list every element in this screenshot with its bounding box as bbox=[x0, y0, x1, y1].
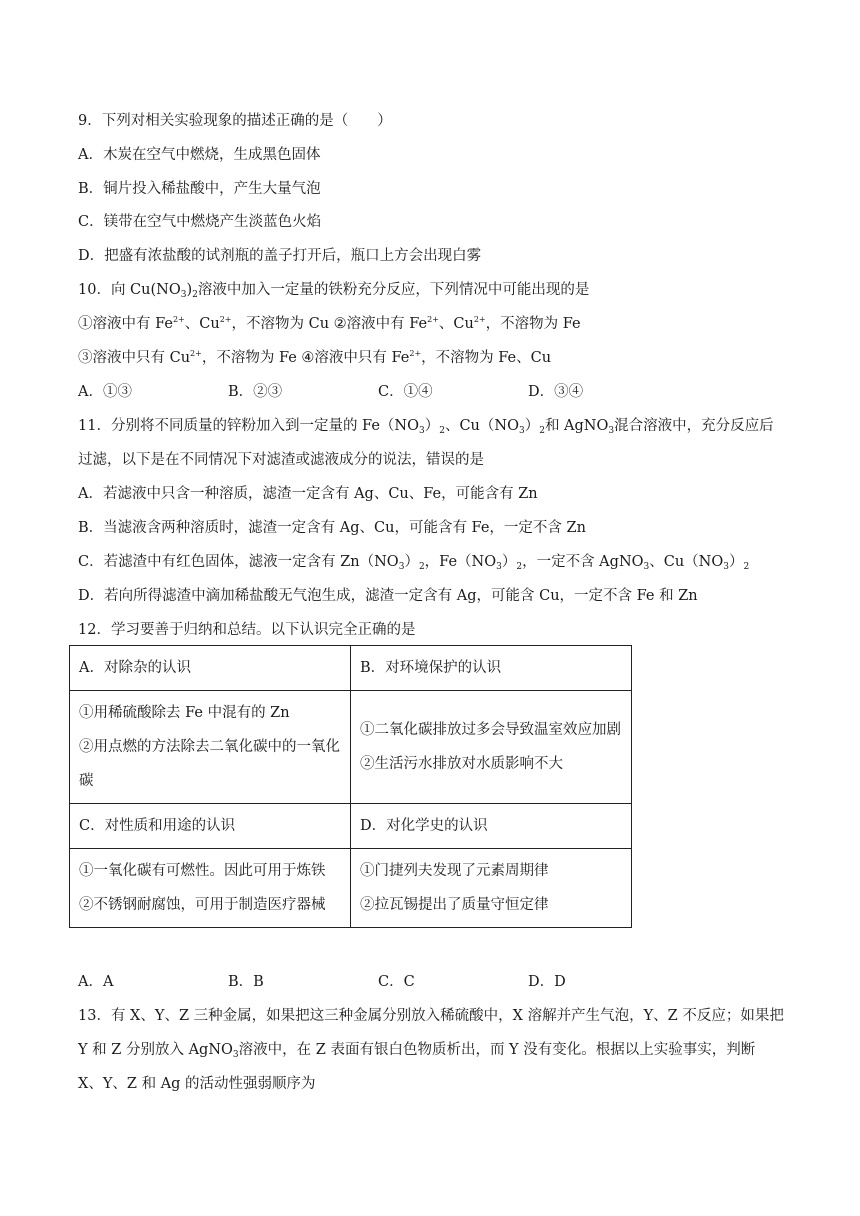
cell-c-line-2: ②不锈钢耐腐蚀，可用于制造医疗器械 bbox=[79, 897, 326, 913]
q12-stem: 12．学习要善于归纳和总结。以下认识完全正确的是 bbox=[78, 622, 416, 638]
q10-option-c: C．①④ bbox=[378, 384, 433, 400]
q10-statements-3-4: ③溶液中只有 $Cu^{2+}$，不溶物为 Fe ④溶液中只有 $Fe^{2+}$，不溶物为 Fe、Cu bbox=[78, 349, 552, 366]
cell-c-line-1: ①一氧化碳有可燃性。因此可用于炼铁 bbox=[79, 863, 326, 879]
cell-d-line-1: ①门捷列夫发现了元素周期律 bbox=[360, 863, 549, 879]
q12-table bbox=[69, 645, 632, 928]
cell-d-head: D．对化学史的认识 bbox=[351, 804, 632, 849]
q9-option-b: B．铜片投入稀盐酸中，产生大量气泡 bbox=[78, 181, 321, 197]
q10-option-a: A．①③ bbox=[78, 384, 132, 400]
cell-b-line-1: ①二氧化碳排放过多会导致温室效应加剧 bbox=[360, 722, 621, 738]
cell-b-line-2: ②生活污水排放对水质影响不大 bbox=[360, 756, 563, 772]
q12-option-a: A．A bbox=[78, 974, 114, 990]
cell-a-line-2: ②用点燃的方法除去二氧化碳中的一氧化碳 bbox=[79, 739, 340, 789]
cell-c-body bbox=[70, 849, 351, 928]
q10-options bbox=[78, 382, 678, 402]
q10-option-d: D．③④ bbox=[528, 384, 584, 400]
cell-a-line-1: ①用稀硫酸除去 Fe 中混有的 Zn bbox=[79, 705, 290, 721]
q9-option-d: D．把盛有浓盐酸的试剂瓶的盖子打开后，瓶口上方会出现白雾 bbox=[78, 248, 482, 264]
q9-option-c: C．镁带在空气中燃烧产生淡蓝色火焰 bbox=[78, 214, 322, 230]
q9-option-a: A．木炭在空气中燃烧，生成黑色固体 bbox=[78, 147, 321, 163]
cell-b-head: B．对环境保护的认识 bbox=[351, 646, 632, 691]
q10-stem: 10．向 $Cu(NO_3)_2$溶液中加入一定量的铁粉充分反应，下列情况中可能出现的是 bbox=[78, 282, 590, 300]
q12-options bbox=[78, 972, 678, 992]
cell-d-line-2: ②拉瓦锡提出了质量守恒定律 bbox=[360, 897, 549, 913]
q11-option-c: C．若滤渣中有红色固体，滤液一定含有 $Zn(NO_3)_2$，$Fe(NO_3)_2$，一定不含 AgNO$_3$、$Cu(NO_3)_2$ bbox=[78, 554, 750, 572]
cell-d-body bbox=[351, 849, 632, 928]
q11-option-d: D．若向所得滤渣中滴加稀盐酸无气泡生成，滤渣一定含有 Ag，可能含 Cu，一定不含 Fe 和 Zn bbox=[78, 588, 698, 604]
cell-a-head: A．对除杂的认识 bbox=[70, 646, 351, 691]
q10-statements-1-2: ①溶液中有 $Fe^{2+}$、$Cu^{2+}$，不溶物为 Cu ②溶液中有 $Fe^{2+}$、$Cu^{2+}$，不溶物为 Fe bbox=[78, 315, 581, 332]
q12-option-b: B．B bbox=[228, 974, 264, 990]
q12-option-c: C．C bbox=[378, 974, 415, 990]
q9-stem: 9．下列对相关实验现象的描述正确的是（ ） bbox=[78, 113, 392, 129]
q11-option-a: A．若滤液中只含一种溶质，滤渣一定含有 Ag、Cu、Fe，可能含有 Zn bbox=[78, 486, 538, 502]
q10-option-b: B．②③ bbox=[228, 384, 283, 400]
cell-c-head: C．对性质和用途的认识 bbox=[70, 804, 351, 849]
q11-stem: 11．分别将不同质量的锌粉加入到一定量的 $Fe(NO_3)_2$、$Cu(NO_3)_2$和 AgNO$_3$混合溶液中，充分反应后过滤，以下是在不同情况下对滤渣或滤液成分的说法，错误的是 bbox=[78, 418, 774, 468]
cell-a-body bbox=[70, 691, 351, 804]
q12-option-d: D．D bbox=[528, 974, 566, 990]
q13-stem: 13．有 X、Y、Z 三种金属，如果把这三种金属分别放入稀硫酸中，X 溶解并产生气泡，Y、Z 不反应；如果把 Y 和 Z 分别放入 AgNO$_3$溶液中，在 Z 表面有银白色物质析出，而 Y 没有变化。根据以上实验事实，判断 X、Y、Z 和 Ag 的活动性强弱顺序为 bbox=[78, 1008, 784, 1092]
q11-option-b: B．当滤液含两种溶质时，滤渣一定含有 Ag、Cu，可能含有 Fe，一定不含 Zn bbox=[78, 520, 586, 536]
cell-b-body bbox=[351, 691, 632, 804]
